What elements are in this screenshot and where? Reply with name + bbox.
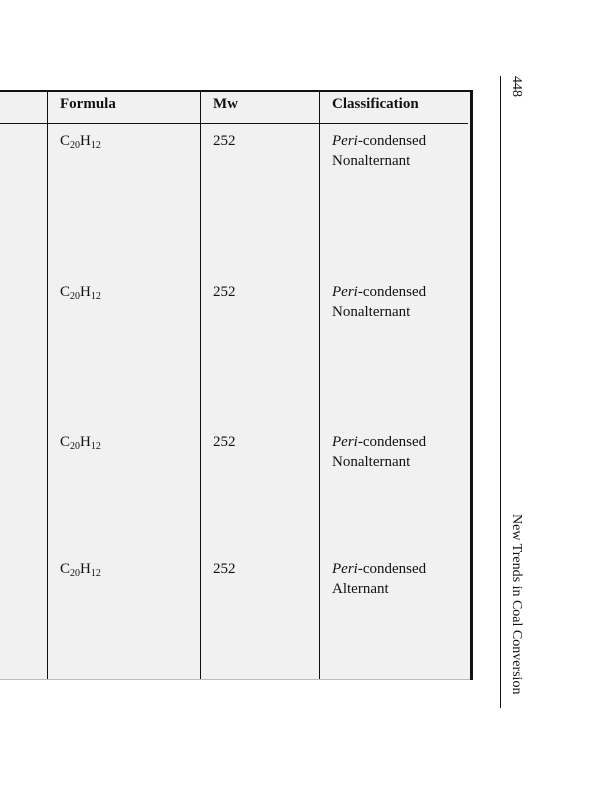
row-2-formula: $C_{20}H_{12}$	[60, 284, 101, 302]
row-3-classification: Peri-condensed Nonalternant	[332, 434, 427, 470]
table-top-rule	[0, 90, 473, 92]
running-title: New Trends in Coal Conversion	[509, 514, 524, 695]
row-4-mw: 252	[213, 561, 236, 577]
header-formula: Formula	[60, 96, 116, 112]
column-divider-3	[319, 91, 320, 679]
row-1-formula: $C_{20}H_{12}$	[60, 133, 101, 151]
row-1-mw: 252	[213, 133, 236, 149]
header-classification: Classification	[332, 96, 419, 112]
running-head-rule	[500, 76, 501, 708]
page-number: 448	[509, 76, 524, 97]
row-4-formula: $C_{20}H_{12}$	[60, 561, 101, 579]
header-mw: Mw	[213, 96, 238, 112]
row-4-classification: Peri-condensed Alternant	[332, 561, 427, 597]
table-right-border	[470, 90, 473, 680]
row-3-mw: 252	[213, 434, 236, 450]
row-2-classification: Peri-condensed Nonalternant	[332, 284, 427, 320]
row-2-mw: 252	[213, 284, 236, 300]
table-header-rule	[0, 123, 468, 124]
column-divider-2	[200, 91, 201, 679]
table-bottom-edge	[0, 679, 473, 680]
row-3-formula: $C_{20}H_{12}$	[60, 434, 101, 452]
row-1-classification: Peri-condensed Nonalternant	[332, 133, 427, 169]
column-divider-1	[47, 91, 48, 679]
